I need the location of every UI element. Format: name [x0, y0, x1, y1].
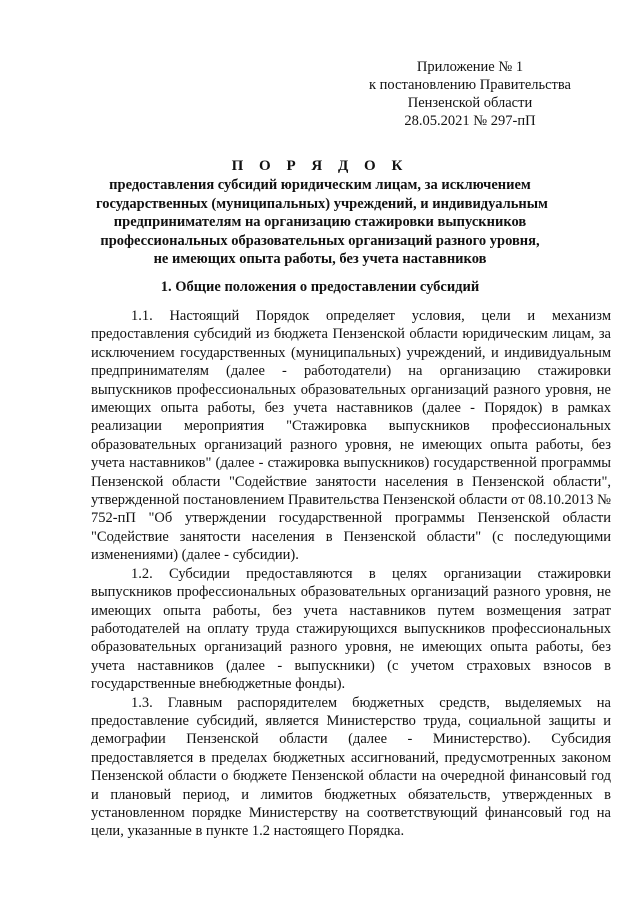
appendix-region: Пензенской области	[407, 95, 533, 111]
subtitle-line: государственных (муниципальных) учреждений, и индивидуальным	[96, 195, 548, 212]
appendix-date-number: 28.05.2021 № 297-пП	[404, 113, 536, 129]
paragraph-1-2: 1.2. Субсидии предоставляются в целях организации стажировки выпускников профессиональных образовательных организаций разного уровня, не имеющих опыта работы, без учета наставников путем возмещения затрат работодателей на оплату труда стажирующихся выпускников профессиональных образовательных организаций разного уровня, не имеющих опыта работы, без учета наставников (далее - выпускники) (с учетом страховых взносов в государственные внебюджетные фонды).	[91, 565, 611, 693]
paragraph-1-1: 1.1. Настоящий Порядок определяет условия, цели и механизм предоставления субсидий из бюджета Пензенской области юридическим лицам, за исключением государственных (муниципальных) учреждений, и индивидуальным предпринимателям (далее - работодатели) на организацию стажировки выпускников профессиональных образовательных организаций разного уровня, не имеющих опыта работы, без учета наставников (далее - Порядок) в рамках реализации мероприятия "Стажировка выпускников профессиональных образовательных организаций разного уровня, не имеющих опыта работы, без учета наставников" (далее - стажировка выпускников) государственной программы Пензенской области "Содействие занятости населения в Пензенской области", утвержденной постановлением Правительства Пензенской области от 08.10.2013 № 752-пП "Об утверждении государственной программы Пензенской области "Содействие занятости населения в Пензенской области" (с последующими изменениями) (далее - субсидии).	[91, 308, 611, 564]
subtitle-line: не имеющих опыта работы, без учета наставников	[153, 251, 487, 267]
document-title: П О Р Я Д О К	[231, 158, 409, 174]
document-subtitle	[96, 176, 548, 269]
subtitle-line: предоставления субсидий юридическим лицам, за исключением	[109, 177, 531, 193]
subtitle-line: профессиональных образовательных организаций разного уровня,	[100, 232, 540, 249]
paragraph-1-3: 1.3. Главным распорядителем бюджетных средств, выделяемых на предоставление субсидий, является Министерство труда, социальной защиты и демографии Пензенской области (далее - Министерство). Субсидия предоставляется в пределах бюджетных ассигнований, предусмотренных законом Пензенской области о бюджете Пензенской области на очередной финансовый год и плановый период, и лимитов бюджетных обязательств, утвержденных в установленном порядке Министерству на соответствующий финансовый год на цели, указанные в пункте 1.2 настоящего Порядка.	[91, 694, 611, 840]
subtitle-line: предпринимателям на организацию стажировки выпускников	[113, 214, 527, 230]
section-heading: 1. Общие положения о предоставлении субсидий	[160, 279, 480, 295]
appendix-number: Приложение № 1	[416, 59, 524, 75]
appendix-block	[360, 58, 580, 130]
document-body	[91, 307, 611, 841]
appendix-reference: к постановлению Правительства	[369, 77, 571, 93]
